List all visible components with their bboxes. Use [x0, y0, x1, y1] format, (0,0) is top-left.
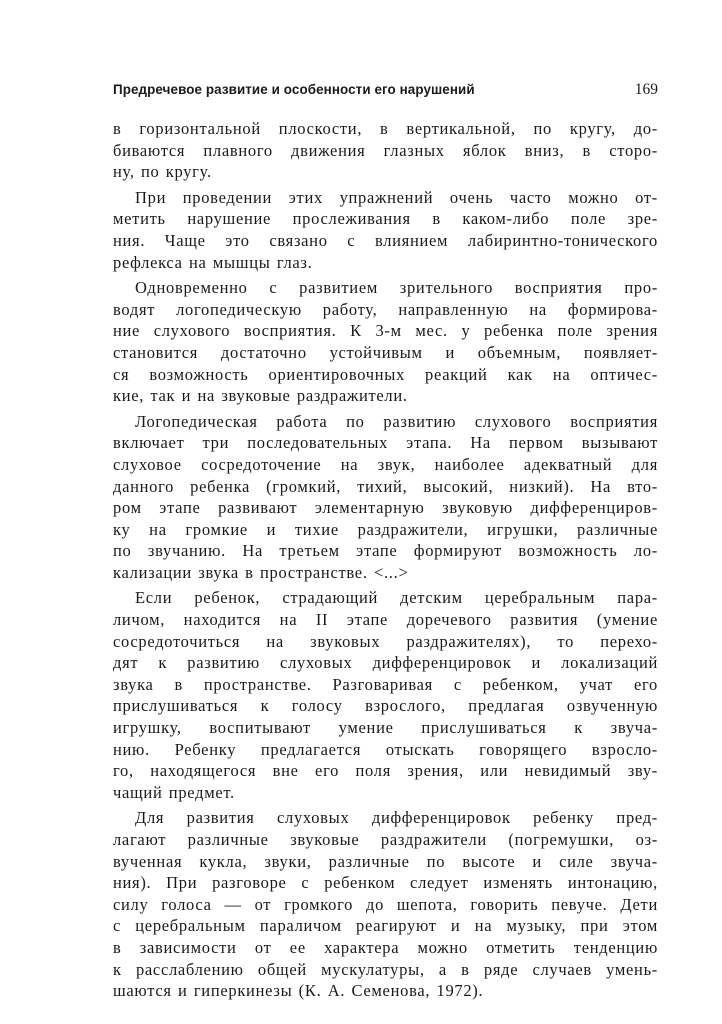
paragraph [113, 187, 658, 273]
text-line: данного ребенка (громкий, тихий, высокий, низкий). На вто- [113, 476, 658, 496]
text-line: дят к развитию слуховых дифференцировок и локализаций [113, 653, 658, 673]
text-line: шаются и гиперкинезы (К. А. Семенова, 1972). [113, 981, 484, 1001]
text-line: го, находящегося вне его поля зрения, или невидимый зву- [113, 761, 658, 781]
paragraph [113, 118, 658, 183]
text-line: ку на громкие и тихие раздражители, игрушки, различные [113, 519, 658, 539]
page-number: 169 [634, 81, 658, 98]
text-line: сосредоточиться на звуковых раздражителях), то перехо- [113, 631, 658, 651]
text-line: становится достаточно устойчивым и объемным, появляет- [113, 342, 658, 362]
text-line: Если ребенок, страдающий детским церебральным пара- [135, 588, 658, 608]
body-text [113, 118, 658, 1002]
text-line: рефлекса на мышцы глаз. [113, 252, 313, 272]
text-line: ну, по кругу. [113, 162, 212, 182]
text-line: слуховое сосредоточение на звук, наиболее адекватный для [113, 454, 658, 474]
text-line: ния). При разговоре с ребенком следует изменять интонацию, [113, 873, 658, 893]
text-line: Логопедическая работа по развитию слухового восприятия [135, 411, 658, 431]
paragraph [113, 587, 658, 803]
text-line: ся возможность ориентировочных реакций как на оптичес- [113, 364, 658, 384]
text-line: При проведении этих упражнений очень часто можно от- [135, 187, 658, 207]
text-line: включает три последовательных этапа. На первом вызывают [113, 433, 658, 453]
running-title: Предречевое развитие и особенности его нарушений [113, 82, 475, 97]
running-header [113, 82, 658, 102]
text-line: ние слухового восприятия. К 3-м мес. у ребенка поле зрения [113, 321, 658, 341]
text-line: кие, так и на звуковые раздражители. [113, 386, 408, 406]
text-line: в зависимости от ее характера можно отметить тенденцию [113, 937, 658, 957]
text-line: ния. Чаще это связано с влиянием лабиринтно-тонического [113, 230, 658, 250]
text-line: нию. Ребенку предлагается отыскать говорящего взросло- [113, 739, 658, 759]
paragraph [113, 277, 658, 407]
text-line: прислушиваться к голосу взрослого, предлагая озвученную [113, 696, 658, 716]
text-line: Одновременно с развитием зрительного восприятия про- [135, 278, 658, 298]
text-line: биваются плавного движения глазных яблок вниз, в сторо- [113, 140, 658, 160]
text-line: вученная кукла, звуки, различные по высоте и силе звуча- [113, 851, 658, 871]
text-line: кализации звука в пространстве. <...> [113, 562, 409, 582]
text-line: силу голоса — от громкого до шепота, говорить певуче. Дети [113, 894, 658, 914]
text-line: ром этапе развивают элементарную звуковую дифференциров- [113, 498, 658, 518]
text-line: водят логопедическую работу, направленную на формирова- [113, 299, 658, 319]
text-line: чащий предмет. [113, 782, 235, 802]
text-line: метить нарушение прослеживания в каком-либо поле зре- [113, 209, 658, 229]
text-line: к расслаблению общей мускулатуры, а в ряде случаев умень- [113, 959, 658, 979]
paragraph [113, 807, 658, 1001]
text-line: лагают различные звуковые раздражители (погремушки, оз- [113, 830, 658, 849]
text-line: по звучанию. На третьем этапе формируют возможность ло- [113, 541, 658, 561]
text-line: в горизонтальной плоскости, в вертикальной, по кругу, до- [113, 119, 658, 138]
text-line: Для развития слуховых дифференцировок ребенку пред- [135, 808, 658, 828]
paragraph [113, 411, 658, 584]
text-line: с церебральным параличом реагируют и на музыку, при этом [113, 916, 658, 936]
text-line: игрушку, воспитывают умение прислушиваться к звуча- [113, 718, 658, 738]
text-line: звука в пространстве. Разговаривая с ребенком, учат его [113, 674, 658, 694]
text-line: личом, находится на II этапе доречевого развития (умение [113, 610, 658, 630]
